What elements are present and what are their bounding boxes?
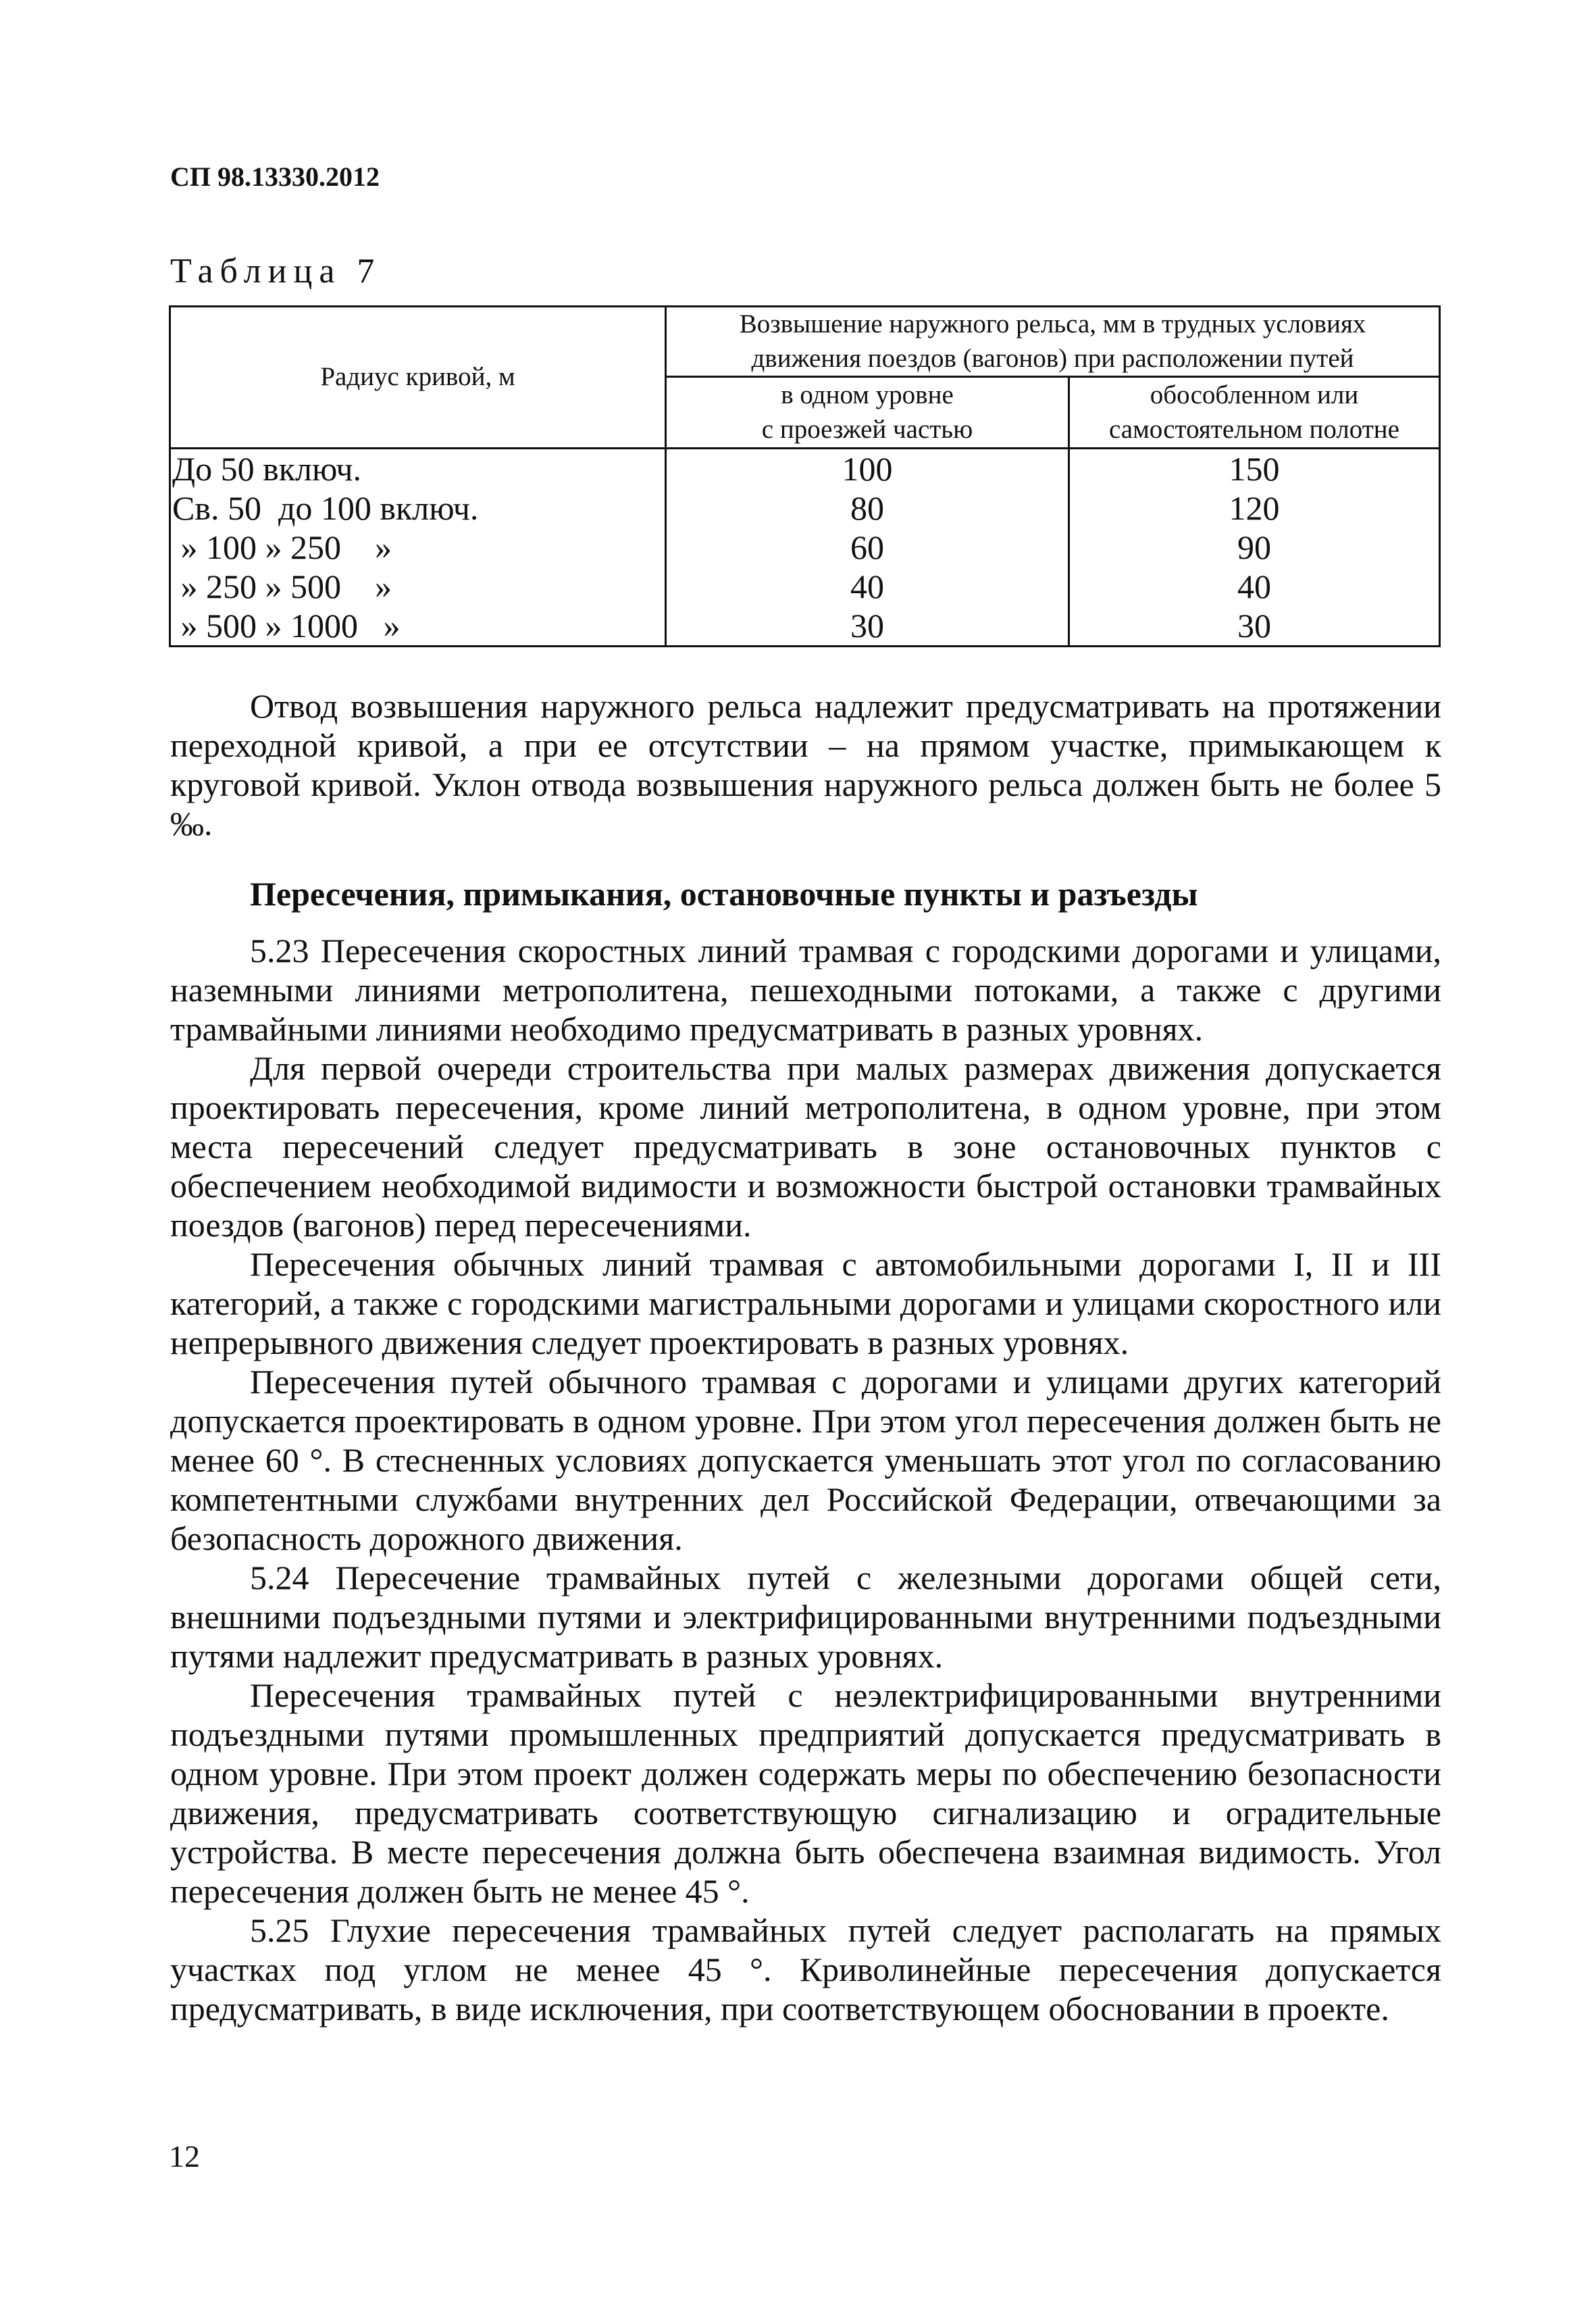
cell-same-level: 100 [666, 449, 1069, 489]
paragraph: Пересечения трамвайных путей с неэлектрифицированными внутренними подъездными путями промышленных предприятий допускается предусматривать в одном уровне. При этом проект должен содержать меры по обеспечению безопасности движения, предусматривать соответствующую сигнализацию и оградительные устройства. В месте пересечения должна быть обеспечена взаимная видимость. Угол пересечения должен быть не менее 45 °. [170, 1676, 1441, 1910]
section-heading: Пересечения, примыкания, остановочные пункты и разъезды [250, 875, 1198, 913]
cell-radius: » 100 » 250 » [170, 528, 666, 567]
paragraph: Пересечения путей обычного трамвая с дорогами и улицами других категорий допускается проектировать в одном уровне. При этом угол пересечения должен быть не менее 60 °. В стесненных условиях допускается уменьшать этот угол по согласованию компетентными службами внутренних дел Российской Федерации, отвечающими за безопасность дорожного движения. [170, 1363, 1441, 1557]
cell-separate-bed: 120 [1069, 488, 1440, 528]
cell-separate-bed: 40 [1069, 567, 1440, 606]
paragraph-after-table-block [170, 686, 1441, 843]
cell-same-level: 40 [666, 567, 1069, 606]
header-separate-bed-line-2: самостоятельном полотне [1109, 414, 1399, 444]
cell-radius: » 500 » 1000 » [170, 606, 666, 647]
cell-same-level: 30 [666, 606, 1069, 647]
header-same-level-line-1: в одном уровне [781, 380, 954, 410]
header-radius: Радиус кривой, м [170, 307, 666, 449]
table-row [170, 567, 1440, 606]
cell-separate-bed: 90 [1069, 528, 1440, 567]
cell-separate-bed: 150 [1069, 449, 1440, 489]
header-same-level-line-2: с проезжей частью [761, 414, 973, 444]
cell-separate-bed: 30 [1069, 606, 1440, 647]
table-caption: Таблица 7 [170, 252, 382, 291]
cell-same-level: 60 [666, 528, 1069, 567]
body-text [170, 931, 1441, 2028]
cell-same-level: 80 [666, 488, 1069, 528]
table-row [170, 528, 1440, 567]
header-separate-bed [1069, 377, 1440, 449]
cell-radius: До 50 включ. [170, 449, 666, 489]
header-elevation-line-1: Возвышение наружного рельса, мм в трудных условиях [739, 309, 1366, 338]
cell-radius: Св. 50 до 100 включ. [170, 488, 666, 528]
table-row [170, 606, 1440, 647]
cell-radius: » 250 » 500 » [170, 567, 666, 606]
paragraph-5-23: 5.23 Пересечения скоростных линий трамвая с городскими дорогами и улицами, наземными линиями метрополитена, пешеходными потоками, а также с другими трамвайными линиями необходимо предусматривать в разных уровнях. [170, 932, 1441, 1048]
rail-elevation-table [169, 305, 1441, 647]
header-elevation-group [666, 307, 1440, 377]
header-elevation-line-2: движения поездов (вагонов) при расположении путей [751, 343, 1354, 373]
paragraph-rail-elevation-taper: Отвод возвышения наружного рельса надлежит предусматривать на протяжении переходной кривой, а при ее отсутствии – на прямом участке, примыкающем к круговой кривой. Уклон отвода возвышения наружного рельса должен быть не более 5 ‰. [170, 687, 1441, 842]
table-row [170, 488, 1440, 528]
header-same-level [666, 377, 1069, 449]
document-code: СП 98.13330.2012 [170, 161, 380, 192]
paragraph: Для первой очереди строительства при малых размерах движения допускается проектировать пересечения, кроме линий метрополитена, в одном уровне, при этом места пересечений следует предусматривать в зоне остановочных пунктов с обеспечением необходимой видимости и возможности быстрой остановки трамвайных поездов (вагонов) перед пересечениями. [170, 1049, 1441, 1244]
paragraph: Пересечения обычных линий трамвая с автомобильными дорогами I, II и III категорий, а также с городскими магистральными дорогами и улицами скоростного или непрерывного движения следует проектировать в разных уровнях. [170, 1245, 1441, 1361]
paragraph-5-24: 5.24 Пересечение трамвайных путей с железными дорогами общей сети, внешними подъездными путями и электрифицированными внутренними подъездными путями надлежит предусматривать в разных уровнях. [170, 1559, 1441, 1675]
header-separate-bed-line-1: обособленном или [1150, 380, 1359, 410]
table-row [170, 449, 1440, 489]
page-number: 12 [169, 2139, 200, 2173]
paragraph-5-25: 5.25 Глухие пересечения трамвайных путей следует располагать на прямых участках под углом не менее 45 °. Криволинейные пересечения допускается предусматривать, в виде исключения, при соответствующем обосновании в проекте. [170, 1911, 1441, 2028]
